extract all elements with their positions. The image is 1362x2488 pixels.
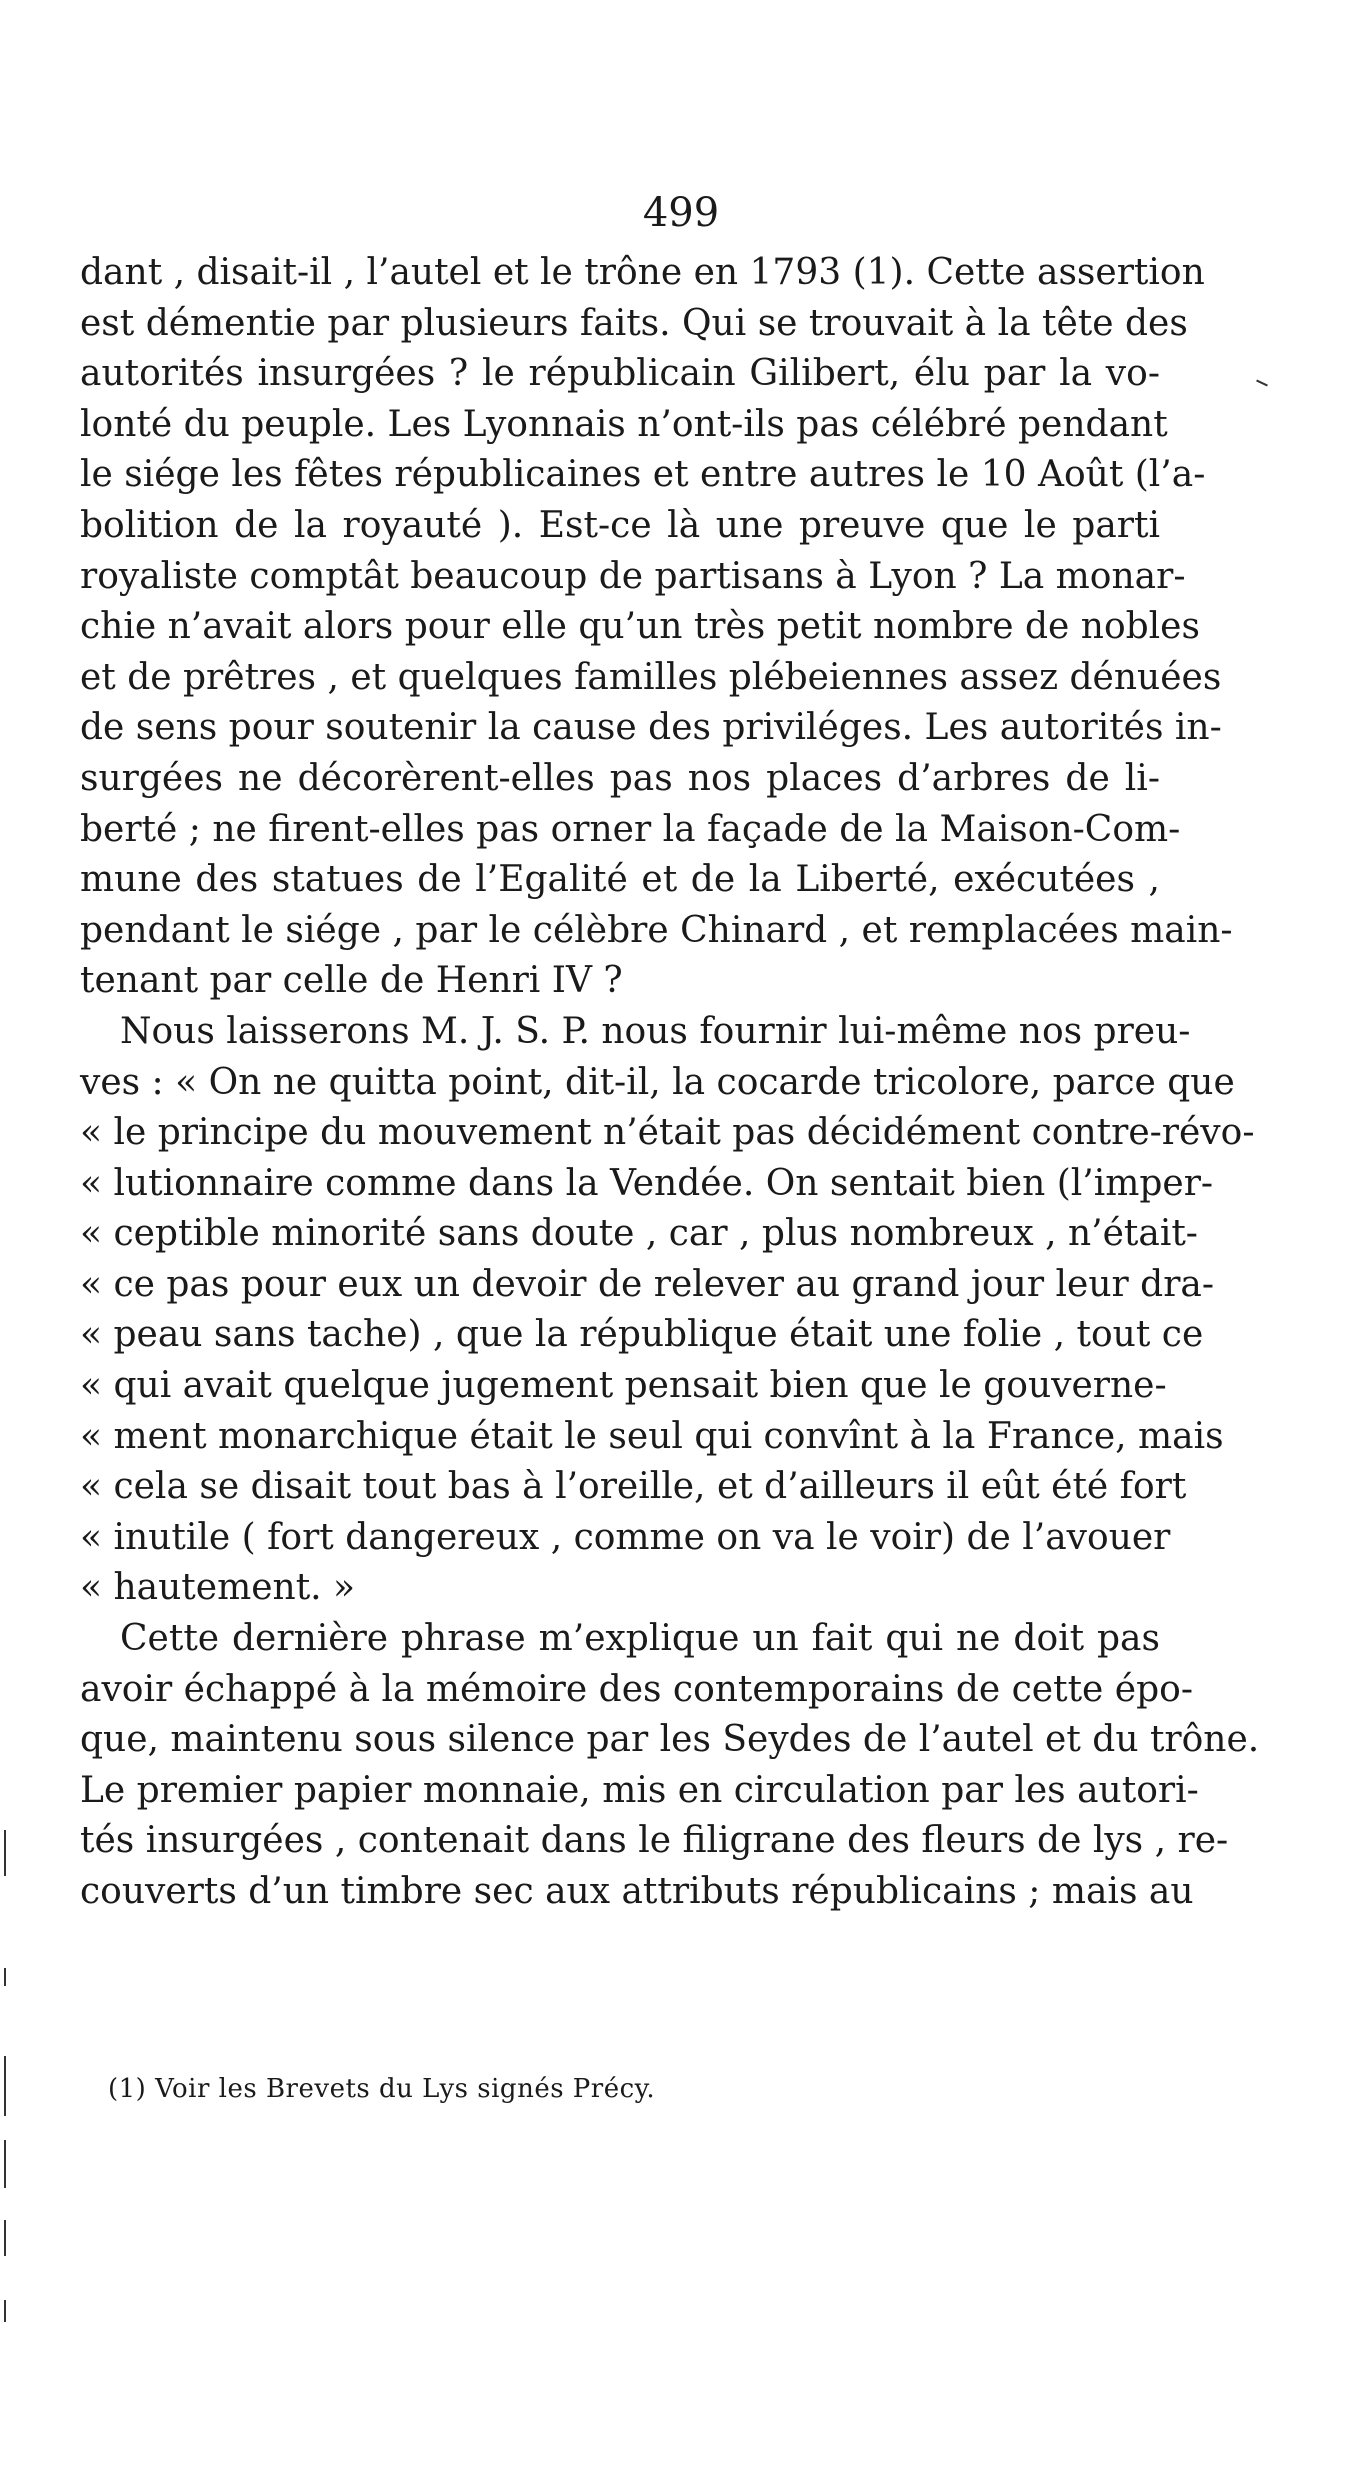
scan-mark [4,2140,6,2188]
text-line: tenant par celle de Henri IV ? [80,960,623,1002]
quote-line: « lutionnaire comme dans la Vendée. On sentait bien (l’imper- [80,1162,1214,1204]
text-line: dant , disait-il , l’autel et le trône en 1793 (1). Cette assertion [80,252,1205,293]
scan-mark [4,2220,6,2256]
text-line: chie n’avait alors pour elle qu’un très petit nombre de nobles [80,606,1200,648]
quote-line: « cela se disait tout bas à l’oreille, et d’ailleurs il eût été fort [80,1466,1187,1508]
text-line: mune des statues de l’Egalité et de la Liberté, exécutées , [80,859,1160,901]
text-line: que, maintenu sous silence par les Seydes de l’autel et du trône. [80,1719,1260,1761]
text-line: le siége les fêtes républicaines et entre autres le 10 Août (l’a- [80,454,1206,496]
quote-line: « peau sans tache) , que la république était une folie , tout ce [80,1314,1204,1356]
quote-line: « qui avait quelque jugement pensait bien que le gouverne- [80,1365,1167,1407]
text-line: de sens pour soutenir la cause des priviléges. Les autorités in- [80,707,1222,749]
quote-line: « le principe du mouvement n’était pas décidément contre-révo- [80,1112,1255,1154]
quote-line: « ce pas pour eux un devoir de relever au grand jour leur dra- [80,1263,1215,1305]
text-line: et de prêtres , et quelques familles plébeiennes assez dénuées [80,656,1222,698]
quote-line: « inutile ( fort dangereux , comme on va le voir) de l’avouer [80,1516,1171,1558]
text-line: est démentie par plusieurs faits. Qui se trouvait à la tête des [80,302,1188,344]
text-line: Nous laisserons M. J. S. P. nous fournir lui-même nos preu- [120,1010,1191,1052]
scan-mark [4,2300,6,2322]
scan-mark [4,1830,6,1876]
scan-mark [4,2056,6,2116]
text-line: autorités insurgées ? le républicain Gilibert, élu par la vo- [80,353,1160,395]
text-line: Cette dernière phrase m’explique un fait qui ne doit pas [120,1618,1160,1660]
quote-line: « ceptible minorité sans doute , car , plus nombreux , n’était- [80,1213,1198,1255]
text-line: bolition de la royauté ). Est-ce là une preuve que le parti [80,504,1160,546]
text-line: Le premier papier monnaie, mis en circulation par les autori- [80,1769,1199,1811]
scan-mark [4,1968,6,1986]
text-line: royaliste comptât beaucoup de partisans à Lyon ? La monar- [80,555,1186,597]
text-line: lonté du peuple. Les Lyonnais n’ont-ils pas célébré pendant [80,403,1168,445]
text-line: ves : « On ne quitta point, dit-il, la cocarde tricolore, parce que [80,1061,1235,1103]
quote-line: « ment monarchique était le seul qui convînt à la France, mais [80,1415,1224,1457]
text-line: berté ; ne firent-elles pas orner la façade de la Maison-Com- [80,808,1181,850]
quote-line: « hautement. » [80,1567,356,1609]
text-line: surgées ne décorèrent-elles pas nos places d’arbres de li- [80,757,1160,799]
scan-mark [1256,380,1268,387]
body-text [80,248,1260,1918]
text-line: couverts d’un timbre sec aux attributs républicains ; mais au [80,1871,1194,1912]
text-line: avoir échappé à la mémoire des contemporains de cette épo- [80,1668,1193,1710]
text-line: pendant le siége , par le célèbre Chinard , et remplacées main- [80,909,1233,951]
text-line: tés insurgées , contenait dans le filigrane des fleurs de lys , re- [80,1820,1229,1862]
footnote: (1) Voir les Brevets du Lys signés Précy. [108,2074,656,2104]
page-number: 499 [642,190,720,236]
